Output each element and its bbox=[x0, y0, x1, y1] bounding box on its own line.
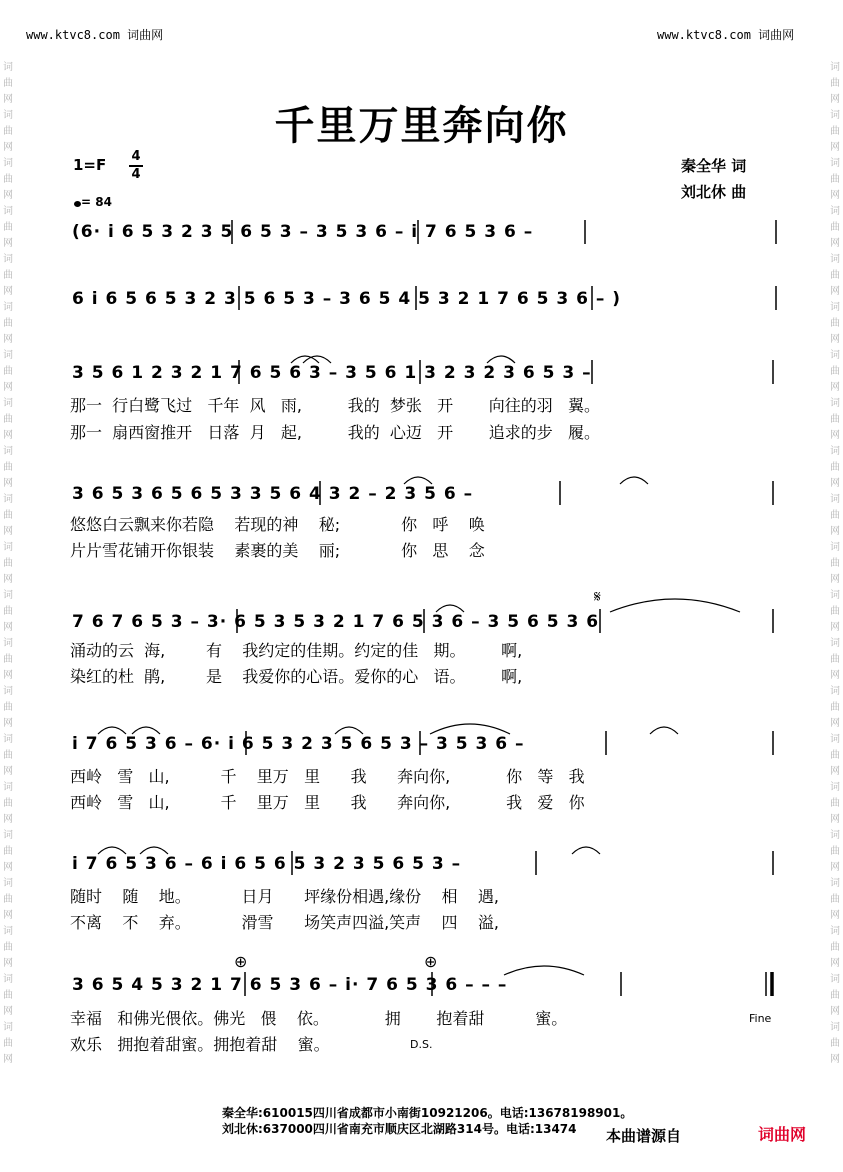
side-watermark-char: 曲 bbox=[3, 990, 13, 1001]
coda-sign-2: ⊕ bbox=[424, 952, 438, 971]
side-watermark-char: 曲 bbox=[3, 1038, 13, 1049]
side-watermark-char: 曲 bbox=[3, 174, 13, 185]
side-watermark-char: 曲 bbox=[830, 270, 840, 281]
lyric-line: 悠悠白云飘来你若隐 若现的神 秘; 你 呼 唤 bbox=[70, 515, 485, 534]
side-watermark-char: 词 bbox=[3, 110, 13, 121]
side-watermark-char: 曲 bbox=[3, 462, 13, 473]
notation-line: (6· i 6 5 3 2 3 5 6 5 3 – 3 5 3 6 – i 7 6 5 3 6 – bbox=[72, 222, 534, 242]
side-watermark-char: 曲 bbox=[3, 366, 13, 377]
side-watermark-char: 网 bbox=[830, 814, 840, 825]
key-signature: 1=F bbox=[73, 156, 107, 174]
side-watermark-char: 曲 bbox=[3, 798, 13, 809]
side-watermark-char: 词 bbox=[3, 254, 13, 265]
side-watermark-char: 曲 bbox=[830, 798, 840, 809]
footer-contact-1: 秦全华:610015四川省成都市小南街10921206。电话:13678198901。 bbox=[222, 1106, 633, 1120]
side-watermark-char: 曲 bbox=[3, 414, 13, 425]
footer-contact-2: 刘北休:637000四川省南充市顺庆区北湖路314号。电话:13474 bbox=[222, 1122, 577, 1136]
coda-sign-1: ⊕ bbox=[234, 952, 248, 971]
side-watermark-char: 网 bbox=[830, 238, 840, 249]
side-watermark-char: 网 bbox=[3, 430, 13, 441]
side-watermark-char: 词 bbox=[830, 302, 840, 313]
meter-top: 4 bbox=[131, 149, 141, 164]
side-watermark-char: 网 bbox=[830, 190, 840, 201]
side-watermark-char: 词 bbox=[3, 734, 13, 745]
side-watermark-char: 网 bbox=[830, 958, 840, 969]
side-watermark-char: 词 bbox=[830, 206, 840, 217]
side-watermark-char: 网 bbox=[3, 334, 13, 345]
side-watermark-char: 网 bbox=[3, 574, 13, 585]
side-watermark-char: 词 bbox=[3, 542, 13, 553]
notation-line: i 7 6 5 3 6 – 6· i 6 5 3 2 3 5 6 5 3 – 3 5 3 6 – bbox=[72, 734, 525, 754]
side-watermark-char: 曲 bbox=[830, 366, 840, 377]
side-watermark-char: 网 bbox=[3, 1006, 13, 1017]
lyric-line: 欢乐 拥抱着甜蜜。拥抱着甜 蜜。 bbox=[70, 1035, 330, 1054]
side-watermark-char: 词 bbox=[830, 398, 840, 409]
side-watermark-char: 词 bbox=[3, 782, 13, 793]
lyric-line: 幸福 和佛光偎依。佛光 偎 依。 拥 抱着甜 蜜。 bbox=[70, 1009, 568, 1028]
side-watermark-char: 曲 bbox=[830, 126, 840, 137]
meter-bottom: 4 bbox=[131, 167, 141, 182]
side-watermark-char: 词 bbox=[3, 1022, 13, 1033]
side-watermark-char: 词 bbox=[3, 878, 13, 889]
side-watermark-char: 词 bbox=[830, 1022, 840, 1033]
side-watermark-char: 曲 bbox=[3, 558, 13, 569]
site-url-right: www.ktvc8.com 词曲网 bbox=[657, 28, 795, 42]
side-watermark-char: 网 bbox=[830, 910, 840, 921]
side-watermark-char: 曲 bbox=[3, 318, 13, 329]
side-watermark-char: 网 bbox=[3, 958, 13, 969]
side-watermark-char: 网 bbox=[830, 622, 840, 633]
notation-line: 6 i 6 5 6 5 3 2 3 5 6 5 3 – 3 6 5 4 5 3 2 1 7 6 5 3 6 – ) bbox=[72, 289, 622, 309]
side-watermark-char: 网 bbox=[830, 430, 840, 441]
side-watermark-char: 网 bbox=[3, 622, 13, 633]
side-watermark-char: 词 bbox=[830, 734, 840, 745]
side-watermark-char: 词 bbox=[830, 446, 840, 457]
side-watermark-char: 词 bbox=[3, 206, 13, 217]
side-watermark-char: 曲 bbox=[3, 270, 13, 281]
composer: 刘北休 曲 bbox=[681, 183, 747, 201]
lyric-line: 西岭 雪 山, 千 里万 里 我 奔向你, 我 爱 你 bbox=[70, 793, 585, 812]
side-watermark-char: 词 bbox=[830, 782, 840, 793]
side-watermark-char: 网 bbox=[3, 766, 13, 777]
side-watermark-char: 词 bbox=[3, 830, 13, 841]
side-watermark-char: 曲 bbox=[3, 894, 13, 905]
side-watermark-char: 曲 bbox=[830, 318, 840, 329]
side-watermark-char: 词 bbox=[830, 158, 840, 169]
side-watermark-char: 网 bbox=[830, 382, 840, 393]
side-watermark-char: 词 bbox=[830, 590, 840, 601]
notation-line: 3 6 5 4 5 3 2 1 7 6 5 3 6 – i· 7 6 5 3 6 – – – bbox=[72, 975, 508, 995]
side-watermark-char: 网 bbox=[3, 190, 13, 201]
lyric-line: 不离 不 弃。 滑雪 场笑声四溢,笑声 四 溢, bbox=[70, 913, 499, 932]
side-watermark-char: 词 bbox=[830, 494, 840, 505]
side-watermark-char: 词 bbox=[3, 398, 13, 409]
ktvc8-logo: 词曲网 bbox=[758, 1125, 807, 1144]
notation-line: i 7 6 5 3 6 – 6 i 6 5 6 5 3 2 3 5 6 5 3 – bbox=[72, 854, 462, 874]
side-watermark-char: 曲 bbox=[830, 750, 840, 761]
side-watermark-char: 曲 bbox=[3, 654, 13, 665]
lyric-line: 染红的杜 鹃, 是 我爱你的心语。爱你的心 语。 啊, bbox=[70, 667, 523, 686]
side-watermark-char: 词 bbox=[830, 974, 840, 985]
side-watermark-char: 词 bbox=[3, 350, 13, 361]
side-watermark-char: 网 bbox=[3, 526, 13, 537]
side-watermark-char: 词 bbox=[830, 638, 840, 649]
side-watermark-char: 词 bbox=[3, 590, 13, 601]
side-watermark-char: 曲 bbox=[830, 654, 840, 665]
side-watermark-char: 网 bbox=[830, 670, 840, 681]
side-watermark-char: 网 bbox=[3, 910, 13, 921]
side-watermark-char: 曲 bbox=[830, 414, 840, 425]
segno-sign: 𝄋 bbox=[594, 587, 601, 606]
side-watermark-char: 网 bbox=[830, 478, 840, 489]
side-watermark-char: 曲 bbox=[830, 846, 840, 857]
side-watermark-char: 曲 bbox=[830, 702, 840, 713]
side-watermark-char: 网 bbox=[3, 238, 13, 249]
lyricist: 秦全华 词 bbox=[681, 157, 747, 175]
side-watermark-char: 曲 bbox=[3, 510, 13, 521]
side-watermark-char: 曲 bbox=[3, 606, 13, 617]
side-watermark-char: 词 bbox=[3, 686, 13, 697]
lyric-line: 片片雪花铺开你银装 素裹的美 丽; 你 思 念 bbox=[70, 541, 485, 560]
ds-mark: D.S. bbox=[410, 1038, 433, 1051]
side-watermark-char: 词 bbox=[830, 110, 840, 121]
side-watermark-char: 词 bbox=[3, 62, 13, 73]
side-watermark-char: 曲 bbox=[830, 222, 840, 233]
lyric-line: 那一 行白鹭飞过 千年 风 雨, 我的 梦张 开 向往的羽 翼。 bbox=[70, 396, 601, 415]
notation-line: 3 5 6 1 2 3 2 1 7 6 5 6 3 – 3 5 6 1 3 2 3 2 3 6 5 3 – bbox=[72, 363, 592, 383]
side-watermark-char: 曲 bbox=[830, 174, 840, 185]
side-watermark-char: 词 bbox=[3, 494, 13, 505]
side-watermark-char: 网 bbox=[830, 1006, 840, 1017]
side-watermark-char: 曲 bbox=[830, 558, 840, 569]
side-watermark-char: 曲 bbox=[830, 894, 840, 905]
side-watermark-char: 词 bbox=[830, 350, 840, 361]
side-watermark-char: 词 bbox=[3, 638, 13, 649]
side-watermark-char: 网 bbox=[830, 1054, 840, 1065]
side-watermark-char: 网 bbox=[830, 286, 840, 297]
side-watermark-char: 网 bbox=[3, 478, 13, 489]
side-watermark-char: 词 bbox=[830, 830, 840, 841]
notation-line: 3 6 5 3 6 5 6 5 3 3 5 6 4 3 2 – 2 3 5 6 – bbox=[72, 484, 474, 504]
side-watermark-char: 词 bbox=[830, 542, 840, 553]
side-watermark-char: 曲 bbox=[830, 942, 840, 953]
lyric-line: 涌动的云 海, 有 我约定的佳期。约定的佳 期。 啊, bbox=[70, 641, 523, 660]
side-watermark-char: 词 bbox=[3, 158, 13, 169]
side-watermark-char: 网 bbox=[3, 718, 13, 729]
side-watermark-char: 曲 bbox=[3, 942, 13, 953]
side-watermark-char: 曲 bbox=[3, 78, 13, 89]
fine-mark: Fine bbox=[749, 1012, 772, 1025]
lyric-line: 西岭 雪 山, 千 里万 里 我 奔向你, 你 等 我 bbox=[70, 767, 585, 786]
side-watermark-char: 网 bbox=[830, 94, 840, 105]
side-watermark-char: 网 bbox=[3, 1054, 13, 1065]
side-watermark-char: 曲 bbox=[830, 1038, 840, 1049]
side-watermark-char: 网 bbox=[830, 862, 840, 873]
side-watermark-char: 词 bbox=[830, 686, 840, 697]
side-watermark-char: 网 bbox=[830, 766, 840, 777]
side-watermark-char: 曲 bbox=[830, 990, 840, 1001]
side-watermark-char: 曲 bbox=[830, 510, 840, 521]
side-watermark-char: 网 bbox=[3, 670, 13, 681]
side-watermark-char: 词 bbox=[3, 974, 13, 985]
side-watermark-char: 词 bbox=[830, 254, 840, 265]
side-watermark-char: 词 bbox=[830, 62, 840, 73]
lyric-line: 随时 随 地。 日月 坪缘份相遇,缘份 相 遇, bbox=[70, 887, 499, 906]
side-watermark-char: 词 bbox=[3, 446, 13, 457]
side-watermark-char: 网 bbox=[3, 94, 13, 105]
side-watermark-char: 网 bbox=[3, 142, 13, 153]
side-watermark-char: 网 bbox=[830, 526, 840, 537]
side-watermark-char: 网 bbox=[3, 814, 13, 825]
side-watermark-char: 曲 bbox=[3, 750, 13, 761]
site-url-left: www.ktvc8.com 词曲网 bbox=[26, 28, 164, 42]
side-watermark-char: 网 bbox=[830, 142, 840, 153]
side-watermark-char: 曲 bbox=[3, 702, 13, 713]
tempo-value: = 84 bbox=[81, 195, 112, 209]
side-watermark-char: 词 bbox=[3, 926, 13, 937]
side-watermark-char: 网 bbox=[830, 718, 840, 729]
side-watermark-char: 网 bbox=[830, 334, 840, 345]
notation-line: 7 6 7 6 5 3 – 3· 6 5 3 5 3 2 1 7 6 5 3 6 – 3 5 6 5 3 6 bbox=[72, 612, 600, 632]
song-title: 千里万里奔向你 bbox=[274, 103, 569, 149]
lyric-line: 那一 扇西窗推开 日落 月 起, 我的 心迈 开 追求的步 履。 bbox=[70, 423, 601, 442]
side-watermark-char: 词 bbox=[3, 302, 13, 313]
side-watermark-char: 网 bbox=[3, 286, 13, 297]
side-watermark-char: 曲 bbox=[830, 462, 840, 473]
side-watermark-char: 曲 bbox=[3, 846, 13, 857]
side-watermark-char: 词 bbox=[830, 926, 840, 937]
side-watermark-char: 词 bbox=[830, 878, 840, 889]
side-watermark-char: 网 bbox=[830, 574, 840, 585]
side-watermark-char: 网 bbox=[3, 382, 13, 393]
side-watermark-char: 曲 bbox=[3, 222, 13, 233]
side-watermark-char: 网 bbox=[3, 862, 13, 873]
source-label: 本曲谱源自 bbox=[606, 1127, 682, 1145]
side-watermark-char: 曲 bbox=[3, 126, 13, 137]
side-watermark-char: 曲 bbox=[830, 78, 840, 89]
side-watermark-char: 曲 bbox=[830, 606, 840, 617]
